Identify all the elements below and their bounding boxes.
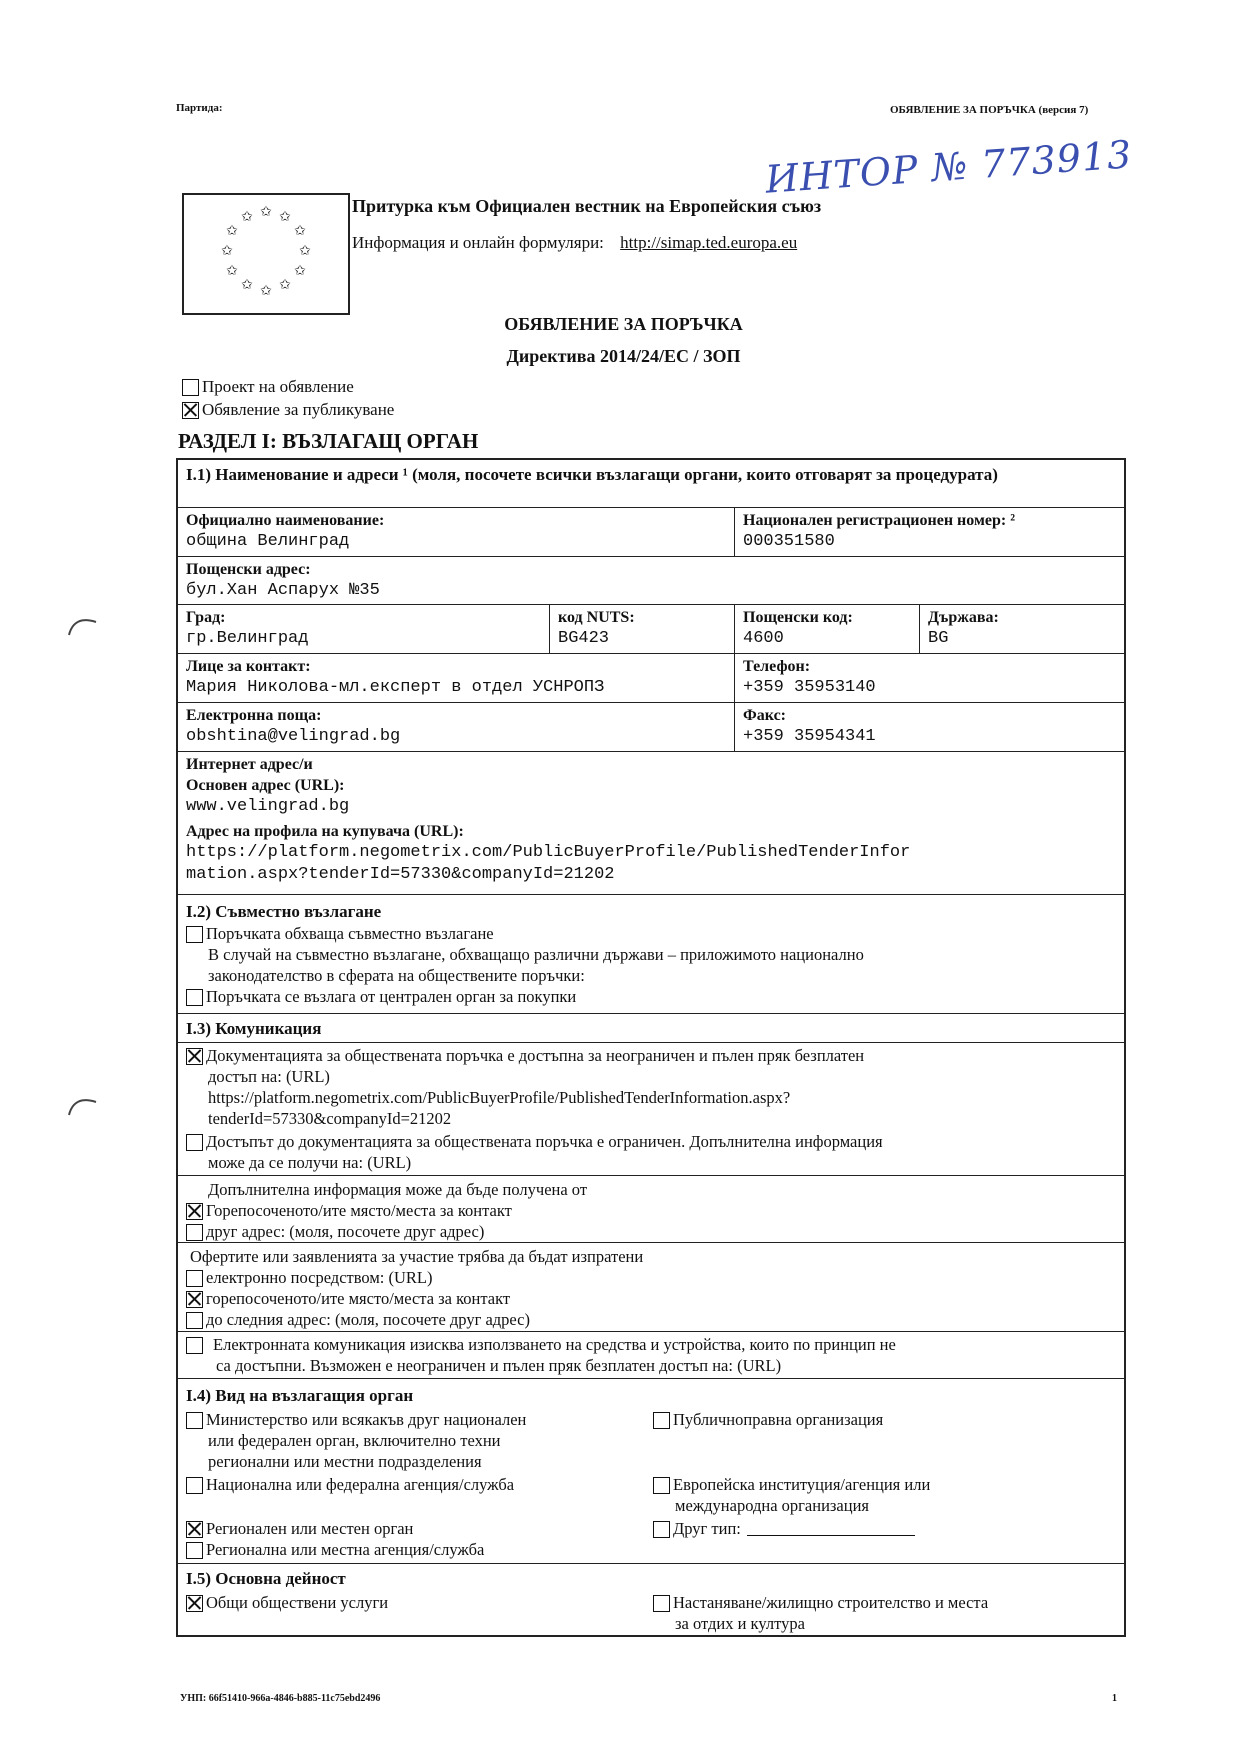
official-name-row [178, 507, 1124, 556]
offers-electronic-option[interactable] [186, 1267, 1116, 1288]
add-info-title: Допълнителна информация може да бъде получена от [208, 1180, 588, 1199]
regional-agency-option[interactable] [186, 1539, 626, 1560]
city-row [178, 604, 1124, 653]
docs-access-row [178, 1042, 1124, 1175]
s1-4-right-column [653, 1409, 1113, 1539]
svg-text:✩: ✩ [294, 263, 306, 279]
postal-address-row [178, 556, 1124, 604]
offers-contact-checkbox[interactable] [186, 1291, 203, 1308]
reg-no-cell [734, 508, 1124, 556]
svg-text:✩: ✩ [226, 223, 238, 239]
s1-4-cell [178, 1379, 1124, 1563]
email-label: Електронна поща: [186, 707, 322, 724]
central-label: Поръчката се възлага от централен орган за покупки [206, 987, 577, 1006]
docs-access-option[interactable] [186, 1045, 1116, 1066]
internet-cell [178, 752, 1124, 894]
reg-no-value: 000351580 [743, 532, 835, 551]
nuts-value: BG423 [558, 629, 610, 648]
punch-hole-mark-bottom [66, 1090, 106, 1120]
s1-5-cell [178, 1564, 1124, 1635]
s1-4-row [178, 1378, 1124, 1563]
housing-checkbox[interactable] [653, 1595, 670, 1612]
postcode-value: 4600 [743, 629, 784, 648]
phone-label: Телефон: [743, 658, 811, 675]
email-value: obshtina@velingrad.bg [186, 727, 401, 746]
svg-text:✩: ✩ [299, 243, 311, 259]
email-row [178, 702, 1124, 751]
official-name-cell [178, 508, 734, 556]
section-form [176, 458, 1126, 1637]
add-info-contact-option[interactable] [186, 1200, 1116, 1221]
handwritten-note: ИНТОР № 773913 [763, 132, 1134, 202]
postal-address-label: Пощенски адрес: [186, 561, 311, 578]
city-label: Град: [186, 609, 226, 626]
add-info-contact-label: Горепосоченото/ите място/места за контакт [206, 1201, 512, 1220]
joint-label: Поръчката обхваща съвместно възлагане [206, 924, 494, 943]
s1-2-cell [178, 895, 1124, 1013]
eu-inst-checkbox[interactable] [653, 1477, 670, 1494]
s1-5-row [178, 1563, 1124, 1635]
regional-label: Регионален или местен орган [206, 1519, 414, 1538]
law-text-2: законодателство в сферата на обществените поръчки: [208, 966, 585, 985]
national-agency-checkbox[interactable] [186, 1477, 203, 1494]
draft-checkbox[interactable] [182, 379, 199, 396]
restricted-label-2: може да се получи на: (URL) [208, 1153, 412, 1172]
fax-label: Факс: [743, 707, 786, 724]
docs-access-cell [178, 1043, 1124, 1175]
nuts-cell [549, 605, 734, 653]
offers-address-checkbox[interactable] [186, 1312, 203, 1329]
restricted-option[interactable] [186, 1131, 1116, 1152]
eu-stars-icon [184, 195, 348, 313]
other-type-label: Друг тип: [673, 1519, 741, 1538]
fax-cell [734, 703, 1124, 751]
svg-text:✩: ✩ [294, 223, 306, 239]
page-number: 1 [1112, 1693, 1117, 1704]
postal-address-value: бул.Хан Аспарух №35 [186, 581, 380, 600]
phone-value: +359 35953140 [743, 678, 876, 697]
country-cell [919, 605, 1124, 653]
s1-2-row [178, 894, 1124, 1013]
svg-text:✩: ✩ [260, 204, 272, 220]
ecomm-label-2: са достъпни. Възможен е неограничен и пълен пряк безплатен достъп на: (URL) [216, 1356, 782, 1375]
official-name-label: Официално наименование: [186, 512, 385, 529]
add-info-contact-checkbox[interactable] [186, 1203, 203, 1220]
contact-value: Мария Николова-мл.експерт в отдел УСНРОПЗ [186, 678, 605, 697]
regional-checkbox[interactable] [186, 1521, 203, 1538]
reg-no-label: Национален регистрационен номер: ² [743, 512, 1015, 529]
publication-title: Притурка към Официален вестник на Европейския съюз [352, 196, 822, 216]
buyer-profile-label: Адрес на профила на купувача (URL): [186, 823, 464, 840]
punch-hole-mark-top [66, 610, 106, 640]
postcode-label: Пощенски код: [743, 609, 853, 626]
country-label: Държава: [928, 609, 999, 626]
contact-cell [178, 654, 734, 702]
svg-text:✩: ✩ [279, 209, 291, 225]
add-info-other-checkbox[interactable] [186, 1224, 203, 1241]
fax-value: +359 35954341 [743, 727, 876, 746]
internet-label: Интернет адрес/и [186, 756, 313, 773]
other-type-option[interactable] [653, 1518, 1113, 1539]
publication-info [352, 233, 797, 253]
ecomm-cell [178, 1332, 1124, 1378]
s1-5-title: I.5) Основна дейност [186, 1569, 346, 1588]
nuts-label: код NUTS: [558, 609, 635, 626]
housing-label-1: Настаняване/жилищно строителство и места [673, 1593, 989, 1612]
ministry-label-3: регионални или местни подразделения [208, 1452, 482, 1471]
postcode-cell [734, 605, 919, 653]
svg-text:✩: ✩ [241, 209, 253, 225]
eu-inst-option[interactable] [653, 1474, 1113, 1495]
docs-url-line1[interactable]: https://platform.negometrix.com/PublicBuyerProfile/PublishedTenderInformation.aspx? [208, 1088, 791, 1107]
docs-url-line2[interactable]: tenderId=57330&companyId=21202 [208, 1109, 452, 1128]
eu-inst-label-1: Европейска институция/агенция или [673, 1475, 931, 1494]
offers-row [178, 1242, 1124, 1331]
s1-3-title-row [178, 1013, 1124, 1042]
s1-4-left-column [186, 1409, 626, 1560]
offers-address-label: до следния адрес: (моля, посочете друг адрес) [206, 1310, 530, 1329]
ministry-label-2: или федерален орган, включително техни [208, 1431, 501, 1450]
other-type-checkbox[interactable] [653, 1521, 670, 1538]
central-option[interactable] [186, 986, 1116, 1007]
s1-1-title: I.1) Наименование и адреси ¹ (моля, посочете всички възлагащи органи, които отговарят за процедурата) [186, 465, 998, 484]
svg-text:✩: ✩ [241, 277, 253, 293]
city-cell [178, 605, 549, 653]
publish-notice-option[interactable]: Обявление за публикуване [182, 400, 394, 420]
buyer-profile-link-line2[interactable]: mation.aspx?tenderId=57330&companyId=21202 [186, 865, 615, 884]
eu-inst-label-2: международна организация [675, 1496, 870, 1515]
email-cell [178, 703, 734, 751]
s1-3-title: I.3) Комуникация [186, 1019, 322, 1038]
postal-address-cell [178, 557, 1124, 604]
s1-5-right-column [653, 1592, 988, 1634]
phone-cell [734, 654, 1124, 702]
housing-label-2: за отдих и култура [675, 1614, 805, 1633]
ecomm-label-1: Електронната комуникация изисква използването на средства и устройства, които по принцип не [213, 1335, 896, 1354]
law-text-1: В случай на съвместно възлагане, обхващащо различни държави – приложимото национално [208, 945, 864, 964]
general-services-label: Общи обществени услуги [206, 1593, 389, 1612]
unp-identifier: УНП: 66f51410-966a-4846-b885-11c75ebd2496 [180, 1693, 381, 1704]
s1-2-title: I.2) Съвместно възлагане [186, 902, 382, 921]
svg-text:✩: ✩ [279, 277, 291, 293]
svg-text:✩: ✩ [221, 243, 233, 259]
national-agency-label: Национална или федерална агенция/служба [206, 1475, 515, 1494]
general-services-checkbox[interactable] [186, 1595, 203, 1612]
main-url-link[interactable]: www.velingrad.bg [186, 797, 350, 816]
housing-option[interactable] [653, 1592, 988, 1613]
simap-link[interactable]: http://simap.ted.europa.eu [620, 233, 798, 252]
public-law-option[interactable] [653, 1409, 1113, 1430]
contact-label: Лице за контакт: [186, 658, 311, 675]
ecomm-row [178, 1331, 1124, 1378]
s1-5-left-column [186, 1592, 388, 1613]
regional-agency-checkbox[interactable] [186, 1542, 203, 1559]
s1-1-title-row [178, 460, 1124, 507]
joint-checkbox[interactable] [186, 926, 203, 943]
ministry-option[interactable] [186, 1409, 626, 1430]
publish-checkbox[interactable] [182, 402, 199, 419]
s1-4-title: I.4) Вид на възлагащия орган [186, 1386, 414, 1405]
draft-notice-option[interactable]: Проект на обявление [182, 377, 354, 397]
offers-title: Офертите или заявленията за участие трябва да бъдат изпратени [190, 1247, 644, 1266]
ecomm-checkbox[interactable] [186, 1337, 203, 1354]
info-label: Информация и онлайн формуляри: [352, 233, 604, 252]
regional-option[interactable] [186, 1518, 626, 1539]
svg-text:✩: ✩ [260, 283, 272, 299]
svg-text:✩: ✩ [226, 263, 238, 279]
offers-contact-label: горепосоченото/ите място/места за контакт [206, 1289, 511, 1308]
main-url-label: Основен адрес (URL): [186, 777, 345, 794]
contact-row [178, 653, 1124, 702]
public-law-label: Публичноправна организация [673, 1410, 884, 1429]
buyer-profile-link-line1[interactable]: https://platform.negometrix.com/PublicBuyerProfile/PublishedTenderInfor [186, 843, 911, 862]
ministry-label-1: Министерство или всякакъв друг национален [206, 1410, 527, 1429]
ecomm-option[interactable] [186, 1334, 1116, 1355]
restricted-label-1: Достъпът до документацията за обществената поръчка е ограничен. Допълнителна информация [206, 1132, 883, 1151]
add-info-other-option[interactable] [186, 1221, 1116, 1242]
city-value: гр.Велинград [186, 629, 309, 648]
form-version-label: ОБЯВЛЕНИЕ ЗА ПОРЪЧКА (версия 7) [890, 104, 1089, 116]
ministry-checkbox[interactable] [186, 1412, 203, 1429]
offers-address-option[interactable] [186, 1309, 1116, 1330]
notice-title: ОБЯВЛЕНИЕ ЗА ПОРЪЧКА [504, 314, 743, 334]
add-info-row [178, 1175, 1124, 1242]
national-agency-option[interactable] [186, 1474, 626, 1495]
other-type-field[interactable] [747, 1518, 915, 1536]
central-checkbox[interactable] [186, 989, 203, 1006]
batch-label: Партида: [176, 102, 223, 114]
offers-electronic-label: електронно посредством: (URL) [206, 1268, 433, 1287]
joint-option[interactable] [186, 923, 1116, 944]
country-value: BG [928, 629, 949, 648]
section-title: РАЗДЕЛ I: ВЪЗЛАГАЩ ОРГАН [178, 429, 479, 453]
docs-access-checkbox[interactable] [186, 1048, 203, 1065]
directive: Директива 2014/24/ЕС / ЗОП [506, 346, 741, 366]
offers-electronic-checkbox[interactable] [186, 1270, 203, 1287]
offers-contact-option[interactable] [186, 1288, 1116, 1309]
restricted-checkbox[interactable] [186, 1134, 203, 1151]
add-info-cell [178, 1176, 1124, 1242]
general-services-option[interactable] [186, 1592, 388, 1613]
docs-access-label-1: Документацията за обществената поръчка е достъпна за неограничен и пълен пряк безплатен [206, 1046, 865, 1065]
add-info-other-label: друг адрес: (моля, посочете друг адрес) [206, 1222, 485, 1241]
eu-logo [182, 193, 350, 315]
docs-access-label-2: достъп на: (URL) [208, 1067, 330, 1086]
offers-cell [178, 1243, 1124, 1331]
official-name-value: община Велинград [186, 532, 350, 551]
internet-row [178, 751, 1124, 894]
regional-agency-label: Регионална или местна агенция/служба [206, 1540, 485, 1559]
public-law-checkbox[interactable] [653, 1412, 670, 1429]
